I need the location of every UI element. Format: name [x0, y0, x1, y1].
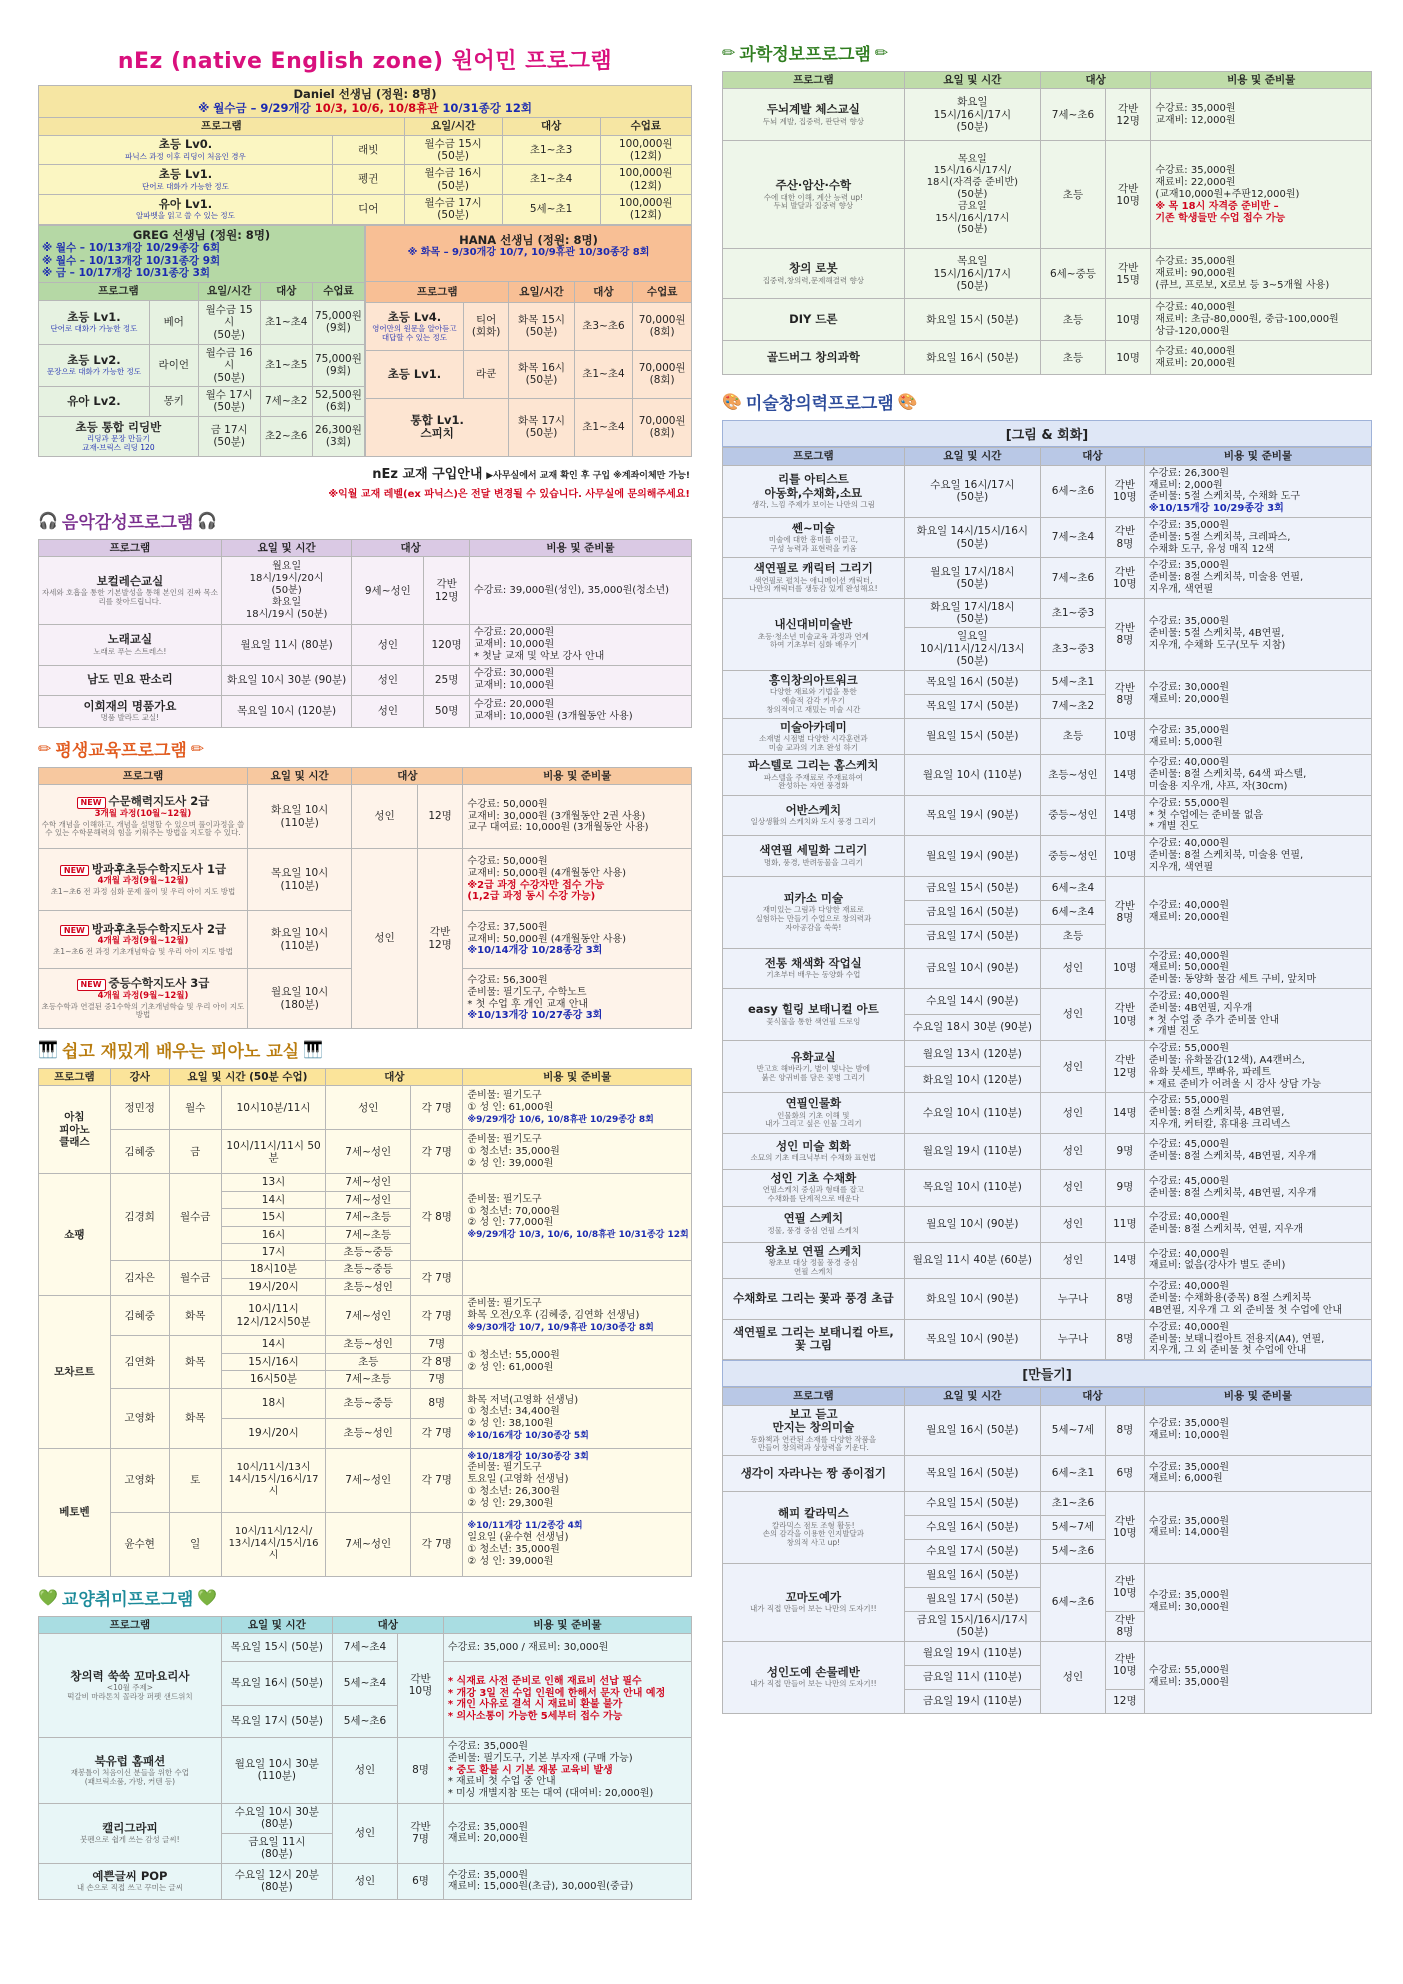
table-row: 북유럽 홈패션 재봉틀이 처음이신 분들을 위한 수업 (패브릭소품, 가방, 커텐 등) 월요일 10시 30분 (110분) 성인 8명 수강료: 35,000원 준비물: 필기도구, 기본 부자재 (구매 가능) * 중도 환불 시 기본 재봉 교육비 발생 * 재료비 첫 수업 중 안내 * 미싱 개별지참 또는 대여 (대여비: 20,000원) — [39, 1737, 692, 1803]
table-row — [723, 795, 1372, 835]
nez-book-info: nEz 교재 구입안내 ▶사무실에서 교재 확인 후 구입 ※계좌이체만 가능! — [372, 466, 690, 482]
science-table: 프로그램 요일 및 시간 대상 비용 및 준비물 두뇌계발 체스교실 두뇌 계발, 집중력, 판단력 향상 화요일 15시/16시/17시 (50분) 7세~초6 각반 12명 수강료: 35,000원 교재비: 12,000원 주산·암산·수학 수에 대한 이해, 계산 능력 up! 두뇌 발달과 집중력 향상 목요일 15시/16시/17시/ 18시(자격증 준비반) (50분) 금요일 15시/16시/17시 (50분) 초등 각반 10명 수강료: 35,000원 재료비: 22,000원 (교재10,000원+주판12,000원) ※ 목 18시 자격증 준비반 – 기존 학생들만 수업 접수 가능 창의 로봇 집중력,창의력,문제해결력 향상 목요일 15시/16시/17시 (50분) 6세~중등 각반 15명 수강료: 35,000원 재료비: 90,000원 (큐브, 프로보, X로보 등 3~5개월 사용) DIY 드론 화요일 15시 (50분) 초등 10명 수강료: 40,000원 재료비: 초급-80,000원, 중급-100,000원 상급-120,000원 골드버그 창의과학 화요일 16시 (50분) 초등 10명 수강료: 40,000원 재료비: 20,000원 — [722, 71, 1372, 375]
program-desc: 기초부터 배우는 동양화 수업 — [766, 970, 861, 980]
program-time: 월요일 16시 (50분) — [904, 1563, 1040, 1587]
table-row — [723, 1405, 1372, 1455]
table-row — [723, 1319, 1372, 1359]
program-time: 금요일 11시 (110분) — [904, 1665, 1040, 1689]
program-target: 누구나 — [1041, 1319, 1106, 1359]
program-target: 성인 — [1041, 948, 1106, 988]
program-name: 보고 듣고 만지는 창의미술 — [772, 1406, 855, 1435]
table-row: 이희재의 명품가요 명품 발라드 교실! 목요일 10시 (120분) 성인 50명 수강료: 20,000원 교재비: 10,000원 (3개월동안 사용) — [39, 695, 692, 727]
lifelong-table: 프로그램 요일 및 시간 대상 비용 및 준비물 NEW 수문해력지도사 2급 3개월 과정(10월~12월) 수학 개념을 이해하고, 개념을 설명할 수 있으며 풀이과정을 쓸 수 있는 수학문해력의 힘을 키워주는 방법을 지도할 수 있다. 화요일 10시 (110분) 성인 12명 수강료: 50,000원 교재비: 30,000원 (3개월동안 2권 사용) 교구 대여료: 10,000원 (3개월동안 사용) NEW 방과후초등수학지도사 1급 4개월 과정(9월~12월) 초1~초6 전 과정 심화 문제 풀이 및 우리 아이 지도 방법 목요일 10시 (110분) 성인 각반 12명 수강료: 50,000원 교재비: 50,000원 (4개월동안 사용) ※2급 과정 수강자만 접수 가능 (1,2급 과정 동시 수강 가능) NEW 방과후초등수학지도사 2급 4개월 과정(9월~12월) 초1~초6 전 과정 기초개념학습 및 우리 아이 지도 방법 화요일 10시 (110분) 수강료: 37,500원 교재비: 50,000원 (4개월동안 사용) ※10/14개강 10/28종강 3회 NEW 중등수학지도사 3급 4개월 과정(9월~12월) 초등수학과 연결된 중1수학의 기초개념학습 및 우리 아이 지도 방법 월요일 10시 (180분) 수강료: 56,300원 준비물: 필기도구, 수학노트 * 첫 수업 후 개인 교재 안내 ※10/13개강 10/27종강 3회 — [38, 767, 692, 1029]
nez-hana-table: HANA 선생님 (정원: 8명) ※ 화목 – 9/30개강 10/7, 10/9휴관 10/30종강 8회 프로그램 요일/시간 대상 수업료 초등 Lv4. 영어만의 원문을 알아듣고 대답할 수 있는 정도 티어 (회화) 화목 15시 (50분) 초3~초6 70,000원 (8회) 초등 Lv1. 라쿤 화목 16시 (50분) 초1~초4 70,000원 (8회) 통합 Lv1. 스피치 화목 17시 (50분) 초1~초4 70,000원 (8회) — [365, 225, 692, 457]
headphones-icon: 🎧 — [38, 510, 58, 530]
program-time: 수요일 14시 (90분) — [904, 988, 1040, 1014]
table-row: 창의 로봇 집중력,창의력,문제해결력 향상 목요일 15시/16시/17시 (50분) 6세~중등 각반 15명 수강료: 35,000원 재료비: 90,000원 (큐브, 프로보, X로보 등 3~5개월 사용) — [723, 249, 1372, 299]
program-name: 성인 미술 회화 — [776, 1138, 851, 1153]
program-cost: 수강료: 35,000원 재료비: 30,000원 — [1148, 1590, 1230, 1614]
program-cost: 수강료: 35,000원 준비물: 5절 스케치북, 4B연필, 지우개, 수채화 도구(모두 지참) — [1148, 616, 1286, 652]
table-row: 초등 Lv1. 단어로 대화가 가능한 정도 베어 월수금 15시 (50분) 초1~초4 75,000원 (9회) — [39, 300, 365, 344]
program-cost: 수강료: 45,000원 준비물: 8절 스케치북, 4B연필, 지우개 — [1148, 1139, 1317, 1163]
program-name: 왕초보 연필 스케치 — [764, 1243, 862, 1258]
program-time: 목요일 10시 (90분) — [904, 1319, 1040, 1359]
program-cap: 14명 — [1105, 795, 1144, 835]
art-subtitle-making: [만들기] — [722, 1360, 1372, 1387]
pencil-icon: ✏ — [722, 43, 736, 62]
table-row: 노래교실 노래로 푸는 스트레스! 월요일 11시 (80분) 성인 120명 수강료: 20,000원 교재비: 10,000원 * 첫날 교재 및 악보 강사 안내 — [39, 625, 692, 665]
table-row: 17시 초등~중등 — [39, 1243, 692, 1260]
program-desc: 정물, 풍경 중심 연필 스케치 — [767, 1226, 860, 1236]
table-row: 초등 통합 리딩반 리딩과 문장 만들기 교재-브릭스 리딩 120 금 17시 (50분) 초2~초6 26,300원 (3회) — [39, 416, 365, 456]
program-time: 목요일 10시 (110분) — [904, 1169, 1040, 1206]
program-target: 성인 — [1041, 1093, 1106, 1133]
table-row — [723, 755, 1372, 795]
table-row: 아침 피아노 클래스 정민정 월수 10시10분/11시 성인 각 7명 준비물: 필기도구 ① 성 인: 61,000원 ※9/29개강 10/6, 10/8휴관 10/29종강 8회 — [39, 1086, 692, 1130]
program-target: 성인 — [1041, 1041, 1106, 1093]
program-cost: 수강료: 35,000원 재료비: 6,000원 — [1148, 1461, 1230, 1485]
program-time: 수요일 16시 (50분) — [904, 1515, 1040, 1539]
program-desc: 재미있는 그림과 다양한 재료로 실험하는 만들기 수업으로 창의력과 자아공감을 쑥쑥! — [755, 905, 872, 932]
program-cap: 14명 — [1105, 1242, 1144, 1279]
program-desc: 소묘의 기초 테크닉부터 수채화 표현법 — [750, 1153, 877, 1163]
table-row — [723, 1491, 1372, 1515]
greg-hana-block — [38, 225, 692, 457]
program-cost: 수강료: 55,000원 준비물: 8절 스케치북, 4B연필, 지우개, 커터칼, 휴대용 크리넥스 — [1148, 1095, 1291, 1130]
program-cost: 수강료: 40,000원 준비물: 보태니컬아트 전용지(A4), 연필, 지우개, 그 외 준비물 첫 수업에 안내 — [1148, 1321, 1325, 1357]
program-cap: 각반 10명 — [1105, 988, 1144, 1040]
pencil-icon: ✏ — [874, 43, 889, 62]
program-cost: 수강료: 55,000원 준비물: 유화물감(12색), A4캔버스, 유화 붓세트, 뿌빠유, 파레트 * 재료 준비가 어려울 시 강사 상담 가능 — [1148, 1043, 1321, 1090]
table-row: 초등 Lv1. 라쿤 화목 16시 (50분) 초1~초4 70,000원 (8회) — [366, 350, 692, 398]
program-desc: 왕초보 대상 정물 풍경 중심 연필 스케치 — [768, 1258, 858, 1276]
program-name: 쎈~미술 — [791, 520, 835, 535]
program-cap: 각반 10명 — [1105, 1563, 1144, 1611]
program-name: 꼬마도예가 — [785, 1589, 842, 1604]
program-target: 초1~초6 — [1041, 1491, 1106, 1515]
table-row: 유아 Lv1. 알파벳을 읽고 쓸 수 있는 정도 디어 월수금 17시 (50분) 5세~초1 100,000원 (12회) — [39, 195, 692, 225]
left-column — [38, 0, 692, 1900]
program-time: 화요일 10시 (90분) — [904, 1279, 1040, 1319]
program-cost: 수강료: 35,000원 준비물: 5절 스케치북, 크레파스, 수채화 도구, 유성 매직 12색 — [1148, 519, 1291, 555]
heart-icon: 💚 — [38, 1587, 58, 1607]
program-cost: 수강료: 55,000원 * 첫 수업에는 준비물 없음 * 개별 진도 — [1148, 797, 1264, 833]
program-cap: 6명 — [1105, 1455, 1144, 1491]
program-cap: 11명 — [1105, 1206, 1144, 1242]
nez-greg-table: GREG 선생님 (정원: 8명) ※ 월수 – 10/13개강 10/29종강 6회 ※ 월수 – 10/13개강 10/31종강 9회 ※ 금 – 10/17개강 10/31종강 3회 프로그램 요일/시간 대상 수업료 초등 Lv1. 단어로 대화가 가능한 정도 베어 월수금 15시 (50분) 초1~초4 75,000원 (9회) 초등 Lv2. 문장으로 대화가 가능한 정도 라이언 월수금 16시 (50분) 초1~초5 75,000원 (9회) 유아 Lv2. 몽키 월수 17시 (50분) 7세~초2 52,500원 (6회) 초등 통합 리딩반 리딩과 문장 만들기 교재-브릭스 리딩 120 금 17시 (50분) 초2~초6 26,300원 (3회) — [38, 225, 365, 457]
pencil-icon: ✏ — [190, 738, 205, 758]
nez-title: nEz (native English zone) 원어민 프로그램 — [117, 49, 613, 74]
program-cap: 각반 8명 — [1105, 670, 1144, 718]
table-row — [723, 1641, 1372, 1665]
table-row — [723, 876, 1372, 900]
pencil-icon: ✏ — [38, 738, 52, 758]
table-row — [723, 1133, 1372, 1169]
science-section-title: ✏ 과학정보프로그램 ✏ — [722, 43, 889, 65]
program-cost: 수강료: 40,000원 재료비: 20,000원 — [1148, 900, 1230, 924]
program-cap: 8명 — [1105, 1405, 1144, 1455]
table-row: NEW 수문해력지도사 2급 3개월 과정(10월~12월) 수학 개념을 이해하고, 개념을 설명할 수 있으며 풀이과정을 쓸 수 있는 수학문해력의 힘을 키워주는 방법을 지도할 수 있다. 화요일 10시 (110분) 성인 12명 수강료: 50,000원 교재비: 30,000원 (3개월동안 2권 사용) 교구 대여료: 10,000원 (3개월동안 사용) — [39, 785, 692, 849]
program-cost: 수강료: 35,000원 재료비: 5,000원 — [1148, 724, 1230, 748]
program-cost: 수강료: 26,300원 재료비: 2,000원 준비물: 5절 스케치북, 수채화 도구 — [1148, 467, 1301, 503]
table-row — [723, 1206, 1372, 1242]
program-target: 5세~7세 — [1041, 1405, 1106, 1455]
program-desc: 일상생활의 스케치와 도시 풍경 그리기 — [750, 817, 877, 827]
program-target: 중등~성인 — [1041, 836, 1106, 876]
program-name: 전통 채색화 작업실 — [764, 955, 862, 970]
program-cap: 각반 10명 — [1105, 1641, 1144, 1689]
program-time: 금요일 17시 (50분) — [904, 924, 1040, 948]
art-section-title: 🎨 미술창의력프로그램 🎨 — [722, 392, 918, 415]
program-cap: 10명 — [1105, 718, 1144, 755]
table-row: 16시 7세~초등 — [39, 1226, 692, 1243]
program-time: 월요일 10시 (110분) — [904, 755, 1040, 795]
art-subtitle-drawing: [그림 & 회화] — [722, 420, 1372, 447]
program-cap: 10명 — [1105, 836, 1144, 876]
program-name: 흥익창의아트워크 — [768, 672, 858, 687]
table-row: 초등 Lv2. 문장으로 대화가 가능한 정도 라이언 월수금 16시 (50분) 초1~초5 75,000원 (9회) — [39, 344, 365, 386]
program-name: 생각이 자라나는 짱 종이접기 — [740, 1465, 887, 1480]
nez-warning: ※익월 교재 레벨(ex 파닉스)은 전달 변경될 수 있습니다. 사무실에 문의해주세요! — [328, 488, 690, 500]
program-time: 금요일 15시/16시/17시 (50분) — [904, 1611, 1040, 1641]
table-row: 통합 Lv1. 스피치 화목 17시 (50분) 초1~초4 70,000원 (8회) — [366, 398, 692, 456]
program-target: 7세~초2 — [1041, 694, 1106, 718]
program-cap: 14명 — [1105, 1093, 1144, 1133]
table-row — [723, 948, 1372, 988]
program-name: 파스텔로 그리는 홈스케치 — [748, 758, 879, 773]
nez-daniel-table — [38, 85, 692, 225]
hobby-section-title: 💚 교양취미프로그램 💚 — [38, 1587, 218, 1610]
table-row — [723, 1093, 1372, 1133]
col-program: 프로그램 — [39, 118, 405, 135]
table-row: 남도 민요 판소리 화요일 10시 30분 (90분) 성인 25명 수강료: 30,000원 교재비: 10,000원 — [39, 665, 692, 695]
table-row: 목요일 17시 (50분) 5세~초6 — [39, 1705, 692, 1737]
table-row — [723, 558, 1372, 598]
program-name: 내신대비미술반 — [774, 617, 853, 632]
program-name: 피카소 미술 — [783, 890, 844, 905]
greg-header: GREG 선생님 (정원: 8명) — [132, 227, 271, 242]
table-row: 창의력 쑥쑥 꼬마요리사 <10월 주제> 떡갈비 마라톤치 꼴라장 퍼펫 샌드위치 목요일 15시 (50분) 7세~초4 각반 10명 수강료: 35,000 / 재료비: 30,000원 — [39, 1633, 692, 1661]
program-desc: 반고흐 해바라기, 별이 빛나는 밤에 붉은 양귀비를 담은 꽃병 그리기 — [756, 1064, 871, 1083]
program-time: 월요일 19시 (90분) — [904, 836, 1040, 876]
program-cost: 수강료: 35,000원 재료비: 14,000원 — [1148, 1515, 1230, 1539]
program-target: 초등 — [1041, 924, 1106, 948]
program-desc: 동화책과 연관된 소재를 다양한 작품을 만들어 창의력과 상상력을 키운다. — [750, 1434, 877, 1453]
program-cost: 수강료: 55,000원 재료비: 35,000원 — [1148, 1665, 1230, 1689]
table-row — [723, 718, 1372, 755]
program-time: 수요일 16시/17시 (50분) — [904, 465, 1040, 517]
program-target: 5세~7세 — [1041, 1515, 1106, 1539]
program-cost: 수강료: 40,000원 준비물: 8절 스케치북, 미술용 연필, 지우개, 색연필 — [1148, 838, 1304, 873]
program-time: 금요일 16시 (50분) — [904, 900, 1040, 924]
program-target: 성인 — [1041, 1169, 1106, 1206]
program-note: ※10/15개강 10/29종강 3회 — [1148, 503, 1284, 515]
hana-header: HANA 선생님 (정원: 8명) — [459, 232, 598, 247]
headphones-icon: 🎧 — [197, 510, 218, 530]
table-row — [723, 836, 1372, 876]
program-target: 성인 — [1041, 1641, 1106, 1713]
program-target: 7세~초4 — [1041, 517, 1106, 557]
program-desc: 다양한 재료와 기법을 통한 예술적 감각 키우기 창의적이고 재밌는 미술 시간 — [766, 687, 861, 714]
program-cap: 8명 — [1105, 1319, 1144, 1359]
table-row: 두뇌계발 체스교실 두뇌 계발, 집중력, 판단력 향상 화요일 15시/16시/17시 (50분) 7세~초6 각반 12명 수강료: 35,000원 교재비: 12,000원 — [723, 89, 1372, 141]
program-cost: 수강료: 35,000원 준비물: 8절 스케치북, 미술용 연필, 지우개, 색연필 — [1148, 560, 1304, 595]
program-target: 6세~초6 — [1041, 465, 1106, 517]
heart-icon: 💚 — [197, 1587, 218, 1607]
table-row: 모차르트 김혜중 화목 10시/11시 12시/12시50분 7세~성인 각 7명 준비물: 필기도구 화목 오전/오후 (김혜중, 김연화 선생님) ※9/30개강 10/7, 10/9휴관 10/30종강 8회 — [39, 1296, 692, 1336]
program-time: 월요일 15시 (50분) — [904, 718, 1040, 755]
table-row: DIY 드론 화요일 15시 (50분) 초등 10명 수강료: 40,000원 재료비: 초급-80,000원, 중급-100,000원 상급-120,000원 — [723, 299, 1372, 341]
program-target: 6세~초6 — [1041, 1563, 1106, 1641]
program-cost: 수강료: 40,000원 재료비: 50,000원 준비물: 동양화 물감 세트 구비, 앞치마 — [1148, 950, 1317, 986]
table-row: 김자은 월수금 18시10분 초등~중등 각 7명 — [39, 1261, 692, 1278]
program-target: 6세~초4 — [1041, 900, 1106, 924]
program-cost: 수강료: 40,000원 준비물: 8절 스케치북, 64색 파스텔, 미술용 지우개, 샤프, 자(30cm) — [1148, 757, 1307, 792]
music-table: 프로그램 요일 및 시간 대상 비용 및 준비물 보컬레슨교실 자세와 호흡을 통한 기본발성을 통해 본인의 진짜 목소리를 찾아드립니다. 월요일 18시/19시/20시 (50분) 화요일 18시/19시 (50분) 9세~성인 각반 12명 수강료: 39,000원(성인), 35,000원(청소년) 노래교실 노래로 푸는 스트레스! 월요일 11시 (80분) 성인 120명 수강료: 20,000원 교재비: 10,000원 * 첫날 교재 및 악보 강사 안내 남도 민요 판소리 화요일 10시 30분 (90분) 성인 25명 수강료: 30,000원 교재비: 10,000원 이희재의 명품가요 명품 발라드 교실! 목요일 10시 (120분) 성인 50명 수강료: 20,000원 교재비: 10,000원 (3개월동안 사용) — [38, 539, 692, 728]
table-row: 초등 Lv1. 단어로 대화가 가능한 정도 펭귄 월수금 16시 (50분) 초1~초4 100,000원 (12회) — [39, 165, 692, 195]
table-row: 금요일 11시 (80분) — [39, 1833, 692, 1863]
col-target: 대상 — [502, 118, 600, 135]
table-row — [723, 517, 1372, 557]
hobby-table: 프로그램 요일 및 시간 대상 비용 및 준비물 창의력 쑥쑥 꼬마요리사 <10월 주제> 떡갈비 마라톤치 꼴라장 퍼펫 샌드위치 목요일 15시 (50분) 7세~초4 각반 10명 수강료: 35,000 / 재료비: 30,000원 목요일 16시 (50분) 5세~초4 * 식재료 사전 준비로 인해 재료비 선납 필수 * 개강 3일 전 수업 인원에 한해서 문자 안내 예정 * 개인 사유로 결석 시 재료비 환불 불가 * 의사소통이 가능한 5세부터 접수 가능 목요일 17시 (50분) 5세~초6 북유럽 홈패션 재봉틀이 처음이신 분들을 위한 수업 (패브릭소품, 가방, 커텐 등) 월요일 10시 30분 (110분) 성인 8명 수강료: 35,000원 준비물: 필기도구, 기본 부자재 (구매 가능) * 중도 환불 시 기본 재봉 교육비 발생 * 재료비 첫 수업 중 안내 * 미싱 개별지참 또는 대여 (대여비: 20,000원) 캘리그라피 붓펜으로 쉽게 쓰는 감성 글씨! 수요일 10시 30분 (80분) 성인 각반 7명 수강료: 35,000원 재료비: 20,000원 금요일 11시 (80분) 예쁜글씨 POP 내 손으로 직접 쓰고 꾸미는 글씨 수요일 12시 20분 (80분) 성인 6명 수강료: 35,000원 재료비: 15,000원(초급), 30,000원(중급) — [38, 1616, 692, 1900]
program-name: 성인도예 손물레반 — [766, 1664, 860, 1679]
program-time: 월요일 11시 40분 (60분) — [904, 1242, 1040, 1279]
table-row — [723, 1242, 1372, 1279]
program-target: 6세~초1 — [1041, 1455, 1106, 1491]
program-time: 목요일 16시 (50분) — [904, 1455, 1040, 1491]
program-cap: 8명 — [1105, 1279, 1144, 1319]
program-desc: 연필스케치 중심과 형태를 잡고 수채화를 단계적으로 배운다 — [762, 1185, 865, 1203]
table-row: 19시/20시 초등~성인 각 7명 — [39, 1418, 692, 1448]
program-target: 초등 — [1041, 718, 1106, 755]
table-row: 14시 7세~성인 — [39, 1191, 692, 1208]
program-time: 금요일 19시 (110분) — [904, 1689, 1040, 1713]
program-cap: 각반 8명 — [1105, 517, 1144, 557]
program-time: 월요일 17시 (50분) — [904, 1587, 1040, 1611]
program-name: 연필 스케치 — [783, 1211, 844, 1226]
program-target: 중등~성인 — [1041, 795, 1106, 835]
program-time: 월요일 17시/18시 (50분) — [904, 558, 1040, 598]
table-row: NEW 방과후초등수학지도사 2급 4개월 과정(9월~12월) 초1~초6 전 과정 기초개념학습 및 우리 아이 지도 방법 화요일 10시 (110분) 수강료: 37,500원 교재비: 50,000원 (4개월동안 사용) ※10/14개강 10/28종강 3회 — [39, 911, 692, 969]
program-desc: 명화, 풍경, 반려동물을 그리기 — [763, 857, 863, 867]
table-row: NEW 중등수학지도사 3급 4개월 과정(9월~12월) 초등수학과 연결된 중1수학의 기초개념학습 및 우리 아이 지도 방법 월요일 10시 (180분) 수강료: 56,300원 준비물: 필기도구, 수학노트 * 첫 수업 후 개인 교재 안내 ※10/13개강 10/27종강 3회 — [39, 969, 692, 1029]
program-time: 수요일 18시 30분 (90분) — [904, 1015, 1040, 1041]
program-cap: 10명 — [1105, 948, 1144, 988]
program-name: 색연필로 그리는 보태니컬 아트, 꽃 그림 — [732, 1324, 894, 1353]
program-target: 초1~중3 — [1041, 598, 1106, 628]
program-cost: 수강료: 30,000원 재료비: 20,000원 — [1148, 682, 1230, 706]
program-name: 수채화로 그리는 꽃과 풍경 초급 — [733, 1291, 894, 1306]
lifelong-section-title: ✏ 평생교육프로그램 ✏ — [38, 738, 205, 761]
program-cap: 각반 10명 — [1105, 558, 1144, 598]
table-row: 예쁜글씨 POP 내 손으로 직접 쓰고 꾸미는 글씨 수요일 12시 20분 (80분) 성인 6명 수강료: 35,000원 재료비: 15,000원(초급), 30,000원(중급) — [39, 1863, 692, 1899]
table-row — [723, 465, 1372, 517]
program-name: easy 힐링 보태니컬 아트 — [747, 1001, 879, 1016]
table-row — [723, 598, 1372, 628]
program-name: 성인 기초 수채화 — [770, 1170, 857, 1185]
table-row: NEW 방과후초등수학지도사 1급 4개월 과정(9월~12월) 초1~초6 전 과정 심화 문제 풀이 및 우리 아이 지도 방법 목요일 10시 (110분) 성인 각반 12명 수강료: 50,000원 교재비: 50,000원 (4개월동안 사용) ※2급 과정 수강자만 접수 가능 (1,2급 과정 동시 수강 가능) — [39, 849, 692, 911]
piano-icon: 🎹 — [38, 1040, 58, 1060]
program-time: 목요일 17시 (50분) — [904, 694, 1040, 718]
program-name: 연필인물화 — [785, 1096, 842, 1111]
program-cap: 각반 8명 — [1105, 1611, 1144, 1641]
daniel-header: Daniel 선생님 (정원: 8명) ※ 월수금 – 9/29개강 10/3, 10/6, 10/8휴관 10/31종강 12회 — [39, 86, 692, 118]
program-time: 목요일 16시 (50분) — [904, 670, 1040, 694]
program-target: 성인 — [1041, 1206, 1106, 1242]
program-target: 5세~초6 — [1041, 1539, 1106, 1563]
program-cap: 14명 — [1105, 755, 1144, 795]
program-time: 금요일 15시 (50분) — [904, 876, 1040, 900]
program-target: 7세~초6 — [1041, 558, 1106, 598]
table-row: 유아 Lv2. 몽키 월수 17시 (50분) 7세~초2 52,500원 (6회) — [39, 386, 365, 416]
table-row: 쇼팽 김경희 월수금 13시 7세~성인 각 8명 준비물: 필기도구 ① 청소년: 70,000원 ② 성 인: 77,000원 ※9/29개강 10/3, 10/6, 10/8휴관 10/31종강 12회 — [39, 1174, 692, 1191]
program-desc: 소재별 시점별 다양한 시각훈련과 미술 교과의 기초 완성 하기 — [759, 734, 868, 752]
program-target: 6세~초4 — [1041, 876, 1106, 900]
program-cost: 수강료: 45,000원 준비물: 8절 스케치북, 4B연필, 지우개 — [1148, 1175, 1317, 1199]
program-desc: 칼라믹스 점토 조형 활동! 손의 감각을 이용한 인지발달과 창의적 사고 up! — [762, 1520, 865, 1547]
program-cost: 수강료: 40,000원 재료비: 없음(강사가 별도 준비) — [1148, 1248, 1286, 1272]
program-desc: 꽃식물을 통한 색연필 드로잉 — [766, 1016, 861, 1026]
table-row: 15시/16시 초등 각 8명 — [39, 1353, 692, 1370]
program-time: 월요일 10시 (90분) — [904, 1206, 1040, 1242]
program-cap: 9명 — [1105, 1133, 1144, 1169]
program-time: 금요일 10시 (90분) — [904, 948, 1040, 988]
program-time: 월요일 16시 (50분) — [904, 1405, 1040, 1455]
program-target: 초등~성인 — [1041, 755, 1106, 795]
program-time: 수요일 15시 (50분) — [904, 1491, 1040, 1515]
program-name: 해피 칼라믹스 — [778, 1506, 849, 1521]
program-cap: 각반 8명 — [1105, 876, 1144, 948]
program-time: 수요일 10시 (110분) — [904, 1093, 1040, 1133]
program-time: 월요일 19시 (110분) — [904, 1133, 1040, 1169]
program-target: 성인 — [1041, 1133, 1106, 1169]
program-name: 유화교실 — [791, 1049, 836, 1064]
table-row — [723, 1455, 1372, 1491]
music-section-title: 🎧 음악감성프로그램 🎧 — [38, 510, 218, 533]
table-row: 16시50분 7세~초등 7명 — [39, 1371, 692, 1388]
piano-table: 프로그램 강사 요일 및 시간 (50분 수업) 대상 비용 및 준비물 아침 피아노 클래스 정민정 월수 10시10분/11시 성인 각 7명 준비물: 필기도구 ① 성 인: 61,000원 ※9/29개강 10/6, 10/8휴관 10/29종강 8회 김혜중 금 10시/11시/11시 50분 7세~성인 각 7명 준비물: 필기도구 ① 청소년: 35,000원 ② 성 인: 39,000원 쇼팽 김경희 월수금 13시 7세~성인 각 8명 준비물: 필기도구 ① 청소년: 70,000원 ② 성 인: 77,000원 ※9/29개강 10/3, 10/6, 10/8휴관 10/31종강 12회 14시 7세~성인 15시 7세~초등 16시 7세~초등 17시 초등~중등 김자은 월수금 18시10분 초등~중등 각 7명 19시/20시 초등~성인 모차르트 김혜중 화목 10시/11시 12시/12시50분 7세~성인 각 7명 준비물: 필기도구 화목 오전/오후 (김혜중, 김연화 선생님) ※9/30개강 10/7, 10/9휴관 10/30종강 8회 김연화 화목 14시 초등~성인 7명 ① 청소년: 55,000원 ② 성 인: 61,000원 15시/16시 초등 각 8명 16시50분 7세~초등 7명 고영화 화목 18시 초등~중등 8명 화목 저녁(고영화 선생님) ① 청소년: 34,400원 ② 성 인: 38,100원 ※10/16개강 10/30종강 5회 19시/20시 초등~성인 각 7명 베토벤 고영화 토 10시/11시/13시 14시/15시/16시/17시 7세~성인 각 7명 ※10/18개강 10/30종강 3회 준비물: 필기도구 토요일 (고영화 선생님) ① 청소년: 26,300원 ② 성 인: 29,300원 윤수현 일 10시/11시/12시/ 13시/14시/15시/16시 7세~성인 각 7명 ※10/11개강 11/2종강 4회 일요일 (윤수현 선생님) ① 청소년: 35,000원 ② 성 인: 39,000원 — [38, 1068, 692, 1577]
program-desc: 내가 직접 만들어 보는 나만의 도자기!! — [750, 1679, 877, 1689]
right-column — [722, 0, 1372, 1714]
program-cap: 12명 — [1105, 1689, 1144, 1713]
program-name: 미술아카데미 — [780, 719, 847, 734]
program-target: 성인 — [1041, 988, 1106, 1040]
program-cap: 각반 12명 — [1105, 1041, 1144, 1093]
table-row: 주산·암산·수학 수에 대한 이해, 계산 능력 up! 두뇌 발달과 집중력 향상 목요일 15시/16시/17시/ 18시(자격증 준비반) (50분) 금요일 15시/16시/17시 (50분) 초등 각반 10명 수강료: 35,000원 재료비: 22,000원 (교재10,000원+주판12,000원) ※ 목 18시 자격증 준비반 – 기존 학생들만 수업 접수 가능 — [723, 141, 1372, 249]
art-making-table: 프로그램 요일 및 시간 대상 비용 및 준비물 보고 듣고 만지는 창의미술 동화책과 연관된 소재를 다양한 작품을 만들어 창의력과 상상력을 키운다. 월요일 16시 (50분) 5세~7세 8명 수강료: 35,000원 재료비: 10,000원 생각이 자라나는 짱 종이접기 목요일 16시 (50분) 6세~초1 6명 수강료: 35,000원 재료비: 6,000원 해피 칼라믹스 칼라믹스 점토 조형 활동! 손의 감각을 이용한 인지발달과 창의적 사고 up! 수요일 15시 (50분) 초1~초6 각반 10명 수강료: 35,000원 재료비: 14,000원 수요일 16시 (50분) 5세~7세 수요일 17시 (50분) 5세~초6 꼬마도예가 내가 직접 만들어 보는 나만의 도자기!! 월요일 16시 (50분) 6세~초6 각반 10명 수강료: 35,000원 재료비: 30,000원 월요일 17시 (50분) 금요일 15시/16시/17시 (50분) 각반 8명 성인도예 손물레반 내가 직접 만들어 보는 나만의 도자기!! 월요일 19시 (110분) 성인 각반 10명 수강료: 55,000원 재료비: 35,000원 금요일 11시 (110분) 금요일 19시 (110분) 12명 — [722, 1387, 1372, 1714]
program-desc: 미술에 대한 흥미를 이끌고, 구성 능력과 표현력을 키움 — [768, 535, 858, 553]
program-target: 초3~중3 — [1041, 628, 1106, 670]
program-target: 성인 — [1041, 1242, 1106, 1279]
table-row: 윤수현 일 10시/11시/12시/ 13시/14시/15시/16시 7세~성인 각 7명 ※10/11개강 11/2종강 4회 일요일 (윤수현 선생님) ① 청소년: 35,000원 ② 성 인: 39,000원 — [39, 1512, 692, 1576]
table-row: 캘리그라피 붓펜으로 쉽게 쓰는 감성 글씨! 수요일 10시 30분 (80분) 성인 각반 7명 수강료: 35,000원 재료비: 20,000원 — [39, 1803, 692, 1833]
program-desc: 인물화의 기초 이해 및 내가 그리고 싶은 인물 그리기 — [765, 1110, 862, 1129]
program-desc: 색연필로 펼치는 애니메이션 캐릭터, 나만의 캐릭터를 생동감 있게 완성해요! — [749, 575, 878, 594]
table-row: 김혜중 금 10시/11시/11시 50분 7세~성인 각 7명 준비물: 필기도구 ① 청소년: 35,000원 ② 성 인: 39,000원 — [39, 1130, 692, 1174]
palette-icon: 🎨 — [722, 392, 742, 412]
program-desc: 초등·청소년 미술교육 과정과 연계 하여 기초부터 심화 배우기 — [757, 631, 869, 650]
program-cost: 수강료: 40,000원 준비물: 4B연필, 지우개 * 첫 수업 중 추가 준비물 안내 * 개별 진도 — [1148, 990, 1280, 1038]
table-row: 골드버그 창의과학 화요일 16시 (50분) 초등 10명 수강료: 40,000원 재료비: 20,000원 — [723, 341, 1372, 375]
col-time: 요일/시간 — [404, 118, 502, 135]
col-fee: 수업료 — [600, 118, 691, 135]
table-row — [723, 1279, 1372, 1319]
program-time: 목요일 19시 (90분) — [904, 795, 1040, 835]
piano-icon: 🎹 — [303, 1040, 324, 1060]
palette-icon: 🎨 — [897, 392, 918, 412]
program-target: 5세~초1 — [1041, 670, 1106, 694]
program-desc: 파스텔을 주재료로 주재료하여 완성하는 자연 풍경화 — [763, 772, 863, 791]
table-row — [723, 1563, 1372, 1587]
table-row: 19시/20시 초등~성인 — [39, 1278, 692, 1295]
program-time: 화요일 14시/15시/16시 (50분) — [904, 517, 1040, 557]
program-cost: 수강료: 40,000원 준비물: 8절 스케치북, 연필, 지우개 — [1148, 1212, 1304, 1236]
program-name: 색연필로 캐릭터 그리기 — [753, 561, 873, 576]
program-time: 월요일 13시 (120분) — [904, 1041, 1040, 1067]
program-cap: 9명 — [1105, 1169, 1144, 1206]
program-cost: 수강료: 40,000원 준비물: 수채화용(중목) 8절 스케치북 4B연필, 지우개 그 외 준비물 첫 수업에 안내 — [1148, 1281, 1343, 1316]
program-name: 리틀 아티스트 아동화,수채화,소묘 — [764, 471, 863, 500]
program-cost: 수강료: 35,000원 재료비: 10,000원 — [1148, 1418, 1230, 1442]
table-row: 15시 7세~초등 — [39, 1209, 692, 1226]
table-row: 초등 Lv4. 영어만의 원문을 알아듣고 대답할 수 있는 정도 티어 (회화) 화목 15시 (50분) 초3~초6 70,000원 (8회) — [366, 302, 692, 350]
art-drawing-table: 프로그램 요일 및 시간 대상 비용 및 준비물 리틀 아티스트 아동화,수채화,소묘 생각, 느낌 주제가 보이는 나만의 그림 수요일 16시/17시 (50분) 6세~초6 각반 10명 수강료: 26,300원 재료비: 2,000원 준비물: 5절 스케치북, 수채화 도구 ※10/15개강 10/29종강 3회 쎈~미술 미술에 대한 흥미를 이끌고, 구성 능력과 표현력을 키움 화요일 14시/15시/16시 (50분) 7세~초4 각반 8명 수강료: 35,000원 준비물: 5절 스케치북, 크레파스, 수채화 도구, 유성 매직 12색 색연필로 캐릭터 그리기 색연필로 펼치는 애니메이션 캐릭터, 나만의 캐릭터를 생동감 있게 완성해요! 월요일 17시/18시 (50분) 7세~초6 각반 10명 수강료: 35,000원 준비물: 8절 스케치북, 미술용 연필, 지우개, 색연필 내신대비미술반 초등·청소년 미술교육 과정과 연계 하여 기초부터 심화 배우기 화요일 17시/18시 (50분) 초1~중3 각반 8명 수강료: 35,000원 준비물: 5절 스케치북, 4B연필, 지우개, 수채화 도구(모두 지참) 일요일 10시/11시/12시/13시 (50분) 초3~중3 흥익창의아트워크 다양한 재료와 기법을 통한 예술적 감각 키우기 창의적이고 재밌는 미술 시간 목요일 16시 (50분) 5세~초1 각반 8명 수강료: 30,000원 재료비: 20,000원 목요일 17시 (50분) 7세~초2 미술아카데미 소재별 시점별 다양한 시각훈련과 미술 교과의 기초 완성 하기 월요일 15시 (50분) 초등 10명 수강료: 35,000원 재료비: 5,000원 파스텔로 그리는 홈스케치 파스텔을 주재료로 주재료하여 완성하는 자연 풍경화 월요일 10시 (110분) 초등~성인 14명 수강료: 40,000원 준비물: 8절 스케치북, 64색 파스텔, 미술용 지우개, 샤프, 자(30cm) 어반스케치 일상생활의 스케치와 도시 풍경 그리기 목요일 19시 (90분) 중등~성인 14명 수강료: 55,000원 * 첫 수업에는 준비물 없음 * 개별 진도 색연필 세밀화 그리기 명화, 풍경, 반려동물을 그리기 월요일 19시 (90분) 중등~성인 10명 수강료: 40,000원 준비물: 8절 스케치북, 미술용 연필, 지우개, 색연필 피카소 미술 재미있는 그림과 다양한 재료로 실험하는 만들기 수업으로 창의력과 자아공감을 쑥쑥! 금요일 15시 (50분) 6세~초4 각반 8명 수강료: 40,000원 재료비: 20,000원 금요일 16시 (50분) 6세~초4 금요일 17시 (50분) 초등 전통 채색화 작업실 기초부터 배우는 동양화 수업 금요일 10시 (90분) 성인 10명 수강료: 40,000원 재료비: 50,000원 준비물: 동양화 물감 세트 구비, 앞치마 easy 힐링 보태니컬 아트 꽃식물을 통한 색연필 드로잉 수요일 14시 (90분) 성인 각반 10명 수강료: 40,000원 준비물: 4B연필, 지우개 * 첫 수업 중 추가 준비물 안내 * 개별 진도 수요일 18시 30분 (90분) 유화교실 반고흐 해바라기, 별이 빛나는 밤에 붉은 양귀비를 담은 꽃병 그리기 월요일 13시 (120분) 성인 각반 12명 수강료: 55,000원 준비물: 유화물감(12색), A4캔버스, 유화 붓세트, 뿌빠유, 파레트 * 재료 준비가 어려울 시 강사 상담 가능 화요일 10시 (120분) 연필인물화 인물화의 기초 이해 및 내가 그리고 싶은 인물 그리기 수요일 10시 (110분) 성인 14명 수강료: 55,000원 준비물: 8절 스케치북, 4B연필, 지우개, 커터칼, 휴대용 크리넥스 성인 미술 회화 소묘의 기초 테크닉부터 수채화 표현법 월요일 19시 (110분) 성인 9명 수강료: 45,000원 준비물: 8절 스케치북, 4B연필, 지우개 성인 기초 수채화 연필스케치 중심과 형태를 잡고 수채화를 단계적으로 배운다 목요일 10시 (110분) 성인 9명 수강료: 45,000원 준비물: 8절 스케치북, 4B연필, 지우개 연필 스케치 정물, 풍경 중심 연필 스케치 월요일 10시 (90분) 성인 11명 수강료: 40,000원 준비물: 8절 스케치북, 연필, 지우개 왕초보 연필 스케치 왕초보 대상 정물 풍경 중심 연필 스케치 월요일 11시 40분 (60분) 성인 14명 수강료: 40,000원 재료비: 없음(강사가 별도 준비) 수채화로 그리는 꽃과 풍경 초급 화요일 10시 (90분) 누구나 8명 수강료: 40,000원 준비물: 수채화용(중목) 8절 스케치북 4B연필, 지우개 그 외 준비물 첫 수업에 안내 색연필로 그리는 보태니컬 아트, 꽃 그림 목요일 10시 (90분) 누구나 8명 수강료: 40,000원 준비물: 보태니컬아트 전용지(A4), 연필, 지우개, 그 외 준비물 첫 수업에 안내 — [722, 447, 1372, 1360]
program-time: 화요일 10시 (120분) — [904, 1067, 1040, 1093]
program-cap: 각반 8명 — [1105, 598, 1144, 670]
table-row — [723, 988, 1372, 1014]
table-row: 초등 Lv0. 파닉스 과정 이후 리딩이 처음인 경우 래빗 월수금 15시 (50분) 초1~초3 100,000원 (12회) — [39, 135, 692, 165]
table-row: 베토벤 고영화 토 10시/11시/13시 14시/15시/16시/17시 7세~성인 각 7명 ※10/18개강 10/30종강 3회 준비물: 필기도구 토요일 (고영화 선생님) ① 청소년: 26,300원 ② 성 인: 29,300원 — [39, 1448, 692, 1512]
program-time: 수요일 17시 (50분) — [904, 1539, 1040, 1563]
program-cap: 각반 10명 — [1105, 1491, 1144, 1563]
program-time: 화요일 17시/18시 (50분) — [904, 598, 1040, 628]
program-target: 누구나 — [1041, 1279, 1106, 1319]
table-row: 고영화 화목 18시 초등~중등 8명 화목 저녁(고영화 선생님) ① 청소년: 34,400원 ② 성 인: 38,100원 ※10/16개강 10/30종강 5회 — [39, 1388, 692, 1418]
program-name: 색연필 세밀화 그리기 — [759, 843, 868, 858]
table-row — [723, 670, 1372, 694]
program-name: 어반스케치 — [785, 802, 842, 817]
table-row — [723, 1041, 1372, 1067]
program-desc: 생각, 느낌 주제가 보이는 나만의 그림 — [751, 500, 875, 510]
program-time: 일요일 10시/11시/12시/13시 (50분) — [904, 628, 1040, 670]
program-desc: 내가 직접 만들어 보는 나만의 도자기!! — [750, 1604, 877, 1614]
piano-section-title: 🎹 쉽고 재밌게 배우는 피아노 교실 🎹 — [38, 1040, 324, 1063]
program-cap: 각반 10명 — [1105, 465, 1144, 517]
table-row: 김연화 화목 14시 초등~성인 7명 ① 청소년: 55,000원 ② 성 인: 61,000원 — [39, 1336, 692, 1353]
program-time: 월요일 19시 (110분) — [904, 1641, 1040, 1665]
table-row: 목요일 16시 (50분) 5세~초4 * 식재료 사전 준비로 인해 재료비 선납 필수 * 개강 3일 전 수업 인원에 한해서 문자 안내 예정 * 개인 사유로 결석 시 재료비 환불 불가 * 의사소통이 가능한 5세부터 접수 가능 — [39, 1661, 692, 1705]
table-row: 보컬레슨교실 자세와 호흡을 통한 기본발성을 통해 본인의 진짜 목소리를 찾아드립니다. 월요일 18시/19시/20시 (50분) 화요일 18시/19시 (50분) 9세~성인 각반 12명 수강료: 39,000원(성인), 35,000원(청소년) — [39, 557, 692, 625]
table-row — [723, 1169, 1372, 1206]
